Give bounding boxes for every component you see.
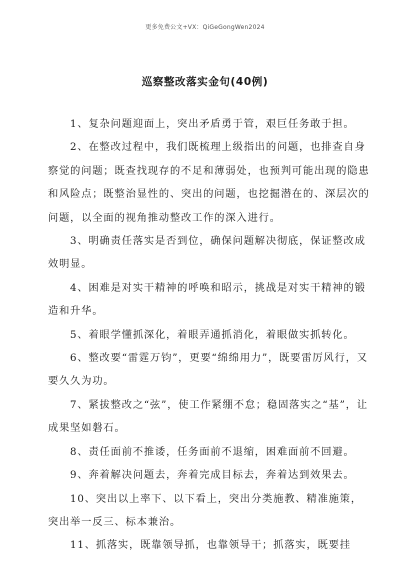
paragraph-7: 7、紧拔整改之“弦”，使工作紧绷不怠；稳固落实之“基”，让成果坚如磐石。 (48, 399, 368, 435)
paragraph-4: 4、困难是对实干精神的呼唤和昭示，挑战是对实干精神的锻造和升华。 (48, 282, 366, 318)
paragraph-11: 11、抓落实，既靠领导抓，也靠领导干；抓落实，既要挂 (70, 540, 351, 552)
document-title: 巡察整改落实金句(40例) (141, 76, 269, 88)
paragraph-10: 10、突出以上率下、以下看上，突出分类施教、精准施策，突出举一反三、标本兼治。 (48, 493, 362, 528)
paragraph-9: 9、奔着解决问题去，奔着完成目标去，奔着达到效果去。 (70, 470, 355, 482)
paragraph-5: 5、着眼学懂抓深化，着眼弄通抓消化，着眼做实抓转化。 (70, 329, 355, 341)
watermark-header: 更多免费公文+VX：QiGeGongWen2024 (145, 24, 265, 31)
paragraph-1: 1、复杂问题迎面上，突出矛盾勇于管，艰巨任务敢于担。 (70, 119, 355, 130)
document-body (48, 113, 370, 558)
paragraph-8: 8、责任面前不推诿，任务面前不退缩，困难面前不回避。 (70, 446, 355, 458)
paragraph-3: 3、明确责任落实是否到位，确保问题解决彻底，保证整改成效明显。 (48, 236, 366, 271)
paragraph-6: 6、整改要“雷霆万钧”，更要“绵绵用力”，既要雷厉风行，又要久久为功。 (48, 353, 368, 388)
paragraph-2: 2、在整改过程中，我们既梳理上级指出的问题，也排查自身察觉的问题；既查找现存的不足和薄弱处，也预判可能出现的隐患和风险点；既整治显性的、突出的问题，也挖掘潜在的、深层次的问题，以全面的视角推动整改工作的深入进行。 (48, 142, 370, 224)
